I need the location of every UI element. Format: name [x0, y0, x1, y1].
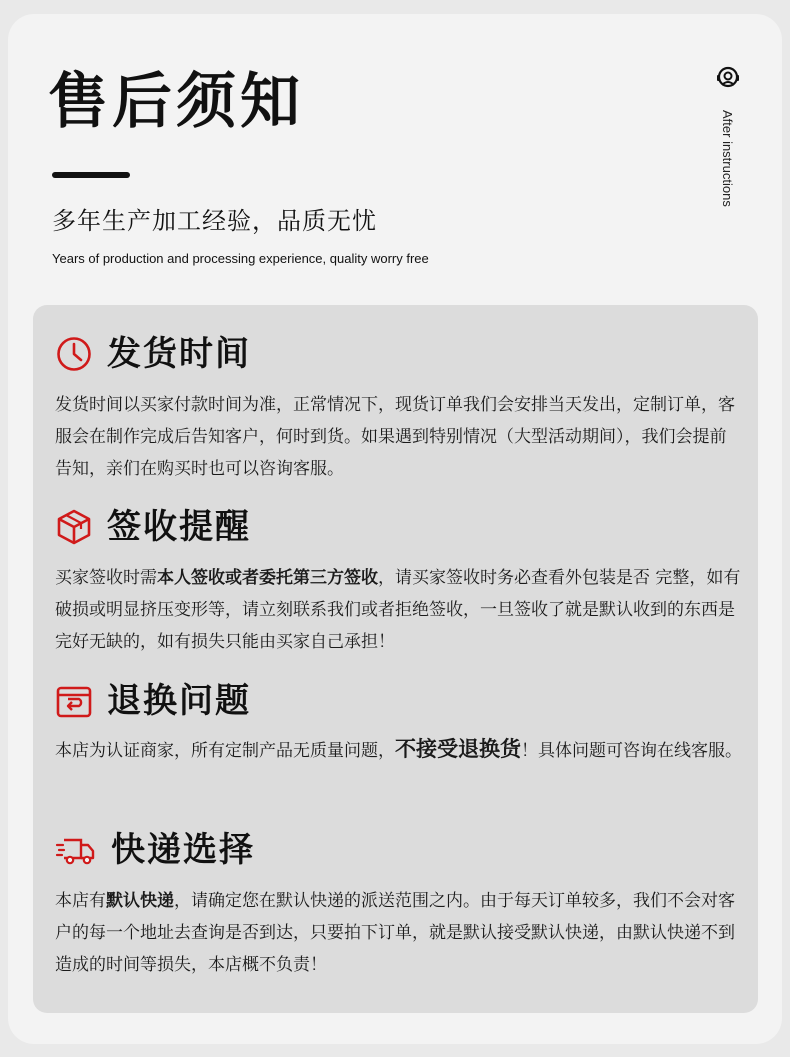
section-title: 退换问题	[107, 681, 251, 721]
section-shipping-body: 发货时间以买家付款时间为准，正常情况下，现货订单我们会安排当天发出，定制订单，客服会在制作完成后告知客户，何时到货。如果遇到特别情况（大型活动期间），我们会提前告知，亲们在购买时也可以咨询客服。	[55, 395, 735, 479]
section-shipping-heading	[55, 332, 251, 376]
return-arrow-icon	[55, 682, 93, 720]
delivery-truck-icon	[55, 831, 97, 869]
page-subtitle: 多年生产加工经验，品质无忧	[52, 207, 377, 235]
section-signing-heading	[55, 505, 251, 549]
page-title: 售后须知	[48, 67, 304, 137]
section-title: 快递选择	[111, 830, 255, 870]
body-text: 本店为认证商家，所有定制产品无质量问题，	[55, 741, 395, 761]
body-emphasis: 本人签收或者委托第三方签收	[157, 568, 378, 588]
section-returns-body	[55, 733, 743, 767]
content-panel	[33, 305, 758, 1013]
body-text: ，请确定您在默认快递的派送范围之内。由于每天订单较多，我们不会对客户的每一个地址去查询是否到达，只要拍下订单，就是默认接受默认快递，由默认快递不到造成的时间等损失，本店概不负责！	[55, 891, 735, 975]
body-emphasis: 不接受退换货	[395, 737, 521, 761]
section-returns-heading	[55, 679, 251, 723]
section-courier-heading	[55, 828, 255, 872]
side-label: After instructions	[720, 110, 735, 207]
section-signing-body	[55, 562, 743, 658]
package-box-icon	[55, 508, 93, 546]
body-text: ，请买家签收时务必查看外包装是否 完整，如有破损或明显挤压变形等，请立刻联系我们或者拒绝签收，一旦签收了就是默认收到的东西是完好无缺的，如有损失只能由买家自己承担！	[55, 568, 741, 652]
section-title: 发货时间	[107, 334, 251, 374]
page-subtitle-english: Years of production and processing experience, quality worry free	[52, 251, 429, 266]
section-courier-body	[55, 885, 743, 981]
body-text: 买家签收时需	[55, 568, 157, 588]
clock-icon	[55, 335, 93, 373]
headset-support-icon	[714, 64, 742, 92]
body-emphasis: 默认快递	[106, 891, 174, 911]
side-label-block	[710, 64, 750, 254]
body-text: 本店有	[55, 891, 106, 911]
body-text: ！具体问题可咨询在线客服。	[521, 741, 742, 761]
section-title: 签收提醒	[107, 507, 251, 547]
title-underline	[52, 172, 130, 178]
